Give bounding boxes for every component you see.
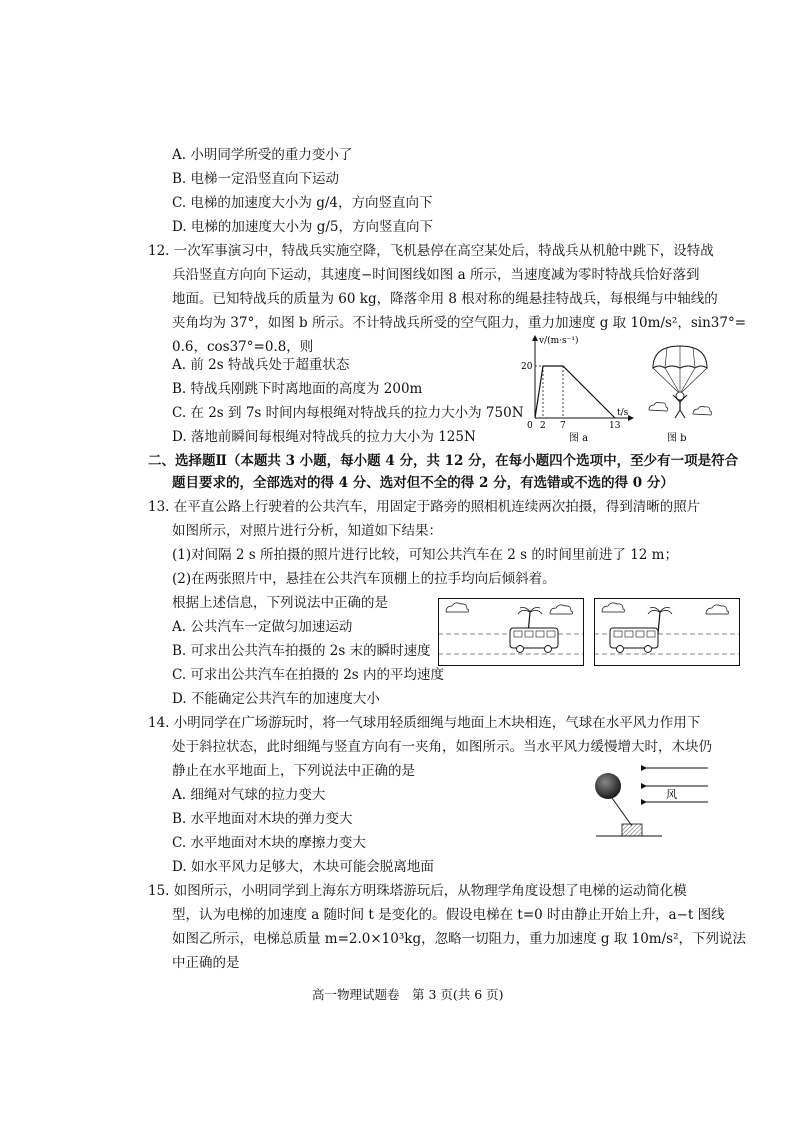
q15-stem-line: 中正确的是 [172,955,240,971]
x-axis-label: t/s [617,408,629,418]
wooden-block-icon [622,824,642,836]
x-tick-7: 7 [560,421,566,431]
q11-option-c: C. 电梯的加速度大小为 g/4，方向竖直向下 [172,195,433,211]
q15-stem-line: 型，认为电梯的加速度 a 随时间 t 是变化的。假设电梯在 t=0 时由静止开始上升，a−t 图线 [172,907,725,923]
q12-stem-line: 夹角均为 37°，如图 b 所示。不计特战兵所受的空气阻力，重力加速度 g 取 10m/s²，sin37°= [172,315,747,331]
x-tick-0: 0 [527,421,533,431]
q11-option-d: D. 电梯的加速度大小为 g/5，方向竖直向下 [172,219,433,235]
q14-option-b: B. 水平地面对木块的弹力变大 [172,811,353,827]
q13-stem-line: (1)对间隔 2 s 所拍摄的照片进行比较，可知公共汽车在 2 s 的时间里前进了 12 m； [172,547,678,563]
x-tick-13: 13 [609,421,621,431]
q13-bus-photo-2 [594,598,740,666]
q14-stem-line: 静止在水平地面上，下列说法中正确的是 [172,763,415,779]
string [612,798,632,826]
section-2-line: 二、选择题Ⅱ（本题共 3 小题，每小题 4 分，共 12 分，在每小题四个选项中，至少有一项是符合 [148,453,739,469]
q11-option-b: B. 电梯一定沿竖直向下运动 [172,171,340,187]
q14-balloon-figure [584,758,714,848]
cloud-icon [649,402,668,411]
figure-a-caption: 图 a [569,433,589,444]
q12-option-c: C. 在 2s 到 7s 时间内每根绳对特战兵的拉力大小为 750N [172,405,524,421]
wind-label: 风 [666,788,677,801]
q13-option-b: B. 可求出公共汽车拍摄的 2s 末的瞬时速度 [172,643,431,659]
page-footer: 高一物理试题卷 第 3 页(共 6 页) [312,987,504,1002]
q11-option-a: A. 小明同学所受的重力变小了 [172,147,353,163]
q12-figure-a-vt-graph [505,330,645,445]
q15-stem-line: 15. 如图所示，小明同学到上海东方明珠塔游玩后，从物理学角度设想了电梯的运动简化模 [148,883,687,899]
q13-stem-line: 如图所示，对照片进行分析，知道如下结果： [172,523,442,539]
q14-stem-line: 处于斜拉状态，此时细绳与竖直方向有一夹角，如图所示。当水平风力缓慢增大时，木块仍 [172,739,712,755]
q12-stem-line: 12. 一次军事演习中，特战兵实施空降，飞机悬停在高空某处后，特战兵从机舱中跳下，设特战 [148,243,714,259]
q13-option-c: C. 可求出公共汽车在拍摄的 2s 内的平均速度 [172,667,445,683]
q12-stem-line: 兵沿竖直方向向下运动，其速度−时间图线如图 a 所示，当速度减为零时特战兵恰好落到 [172,267,700,283]
q14-option-a: A. 细绳对气球的拉力变大 [172,787,326,803]
balloon-icon [595,773,621,799]
section-2-line: 题目要求的，全部选对的得 4 分、选对但不全的得 2 分，有选错或不选的得 0 分） [172,475,674,491]
q13-bus-photo-1 [438,598,584,666]
q14-stem-line: 14. 小明同学在广场游玩时，将一气球用轻质细绳与地面上木块相连，气球在水平风力作用下 [148,715,701,731]
q13-option-a: A. 公共汽车一定做匀加速运动 [172,619,353,635]
q13-option-d: D. 不能确定公共汽车的加速度大小 [172,691,380,707]
figure-b-caption: 图 b [667,433,687,444]
q15-stem-line: 如图乙所示，电梯总质量 m=2.0×10³kg，忽略一切阻力，重力加速度 g 取 10m/s²，下列说法 [172,931,746,947]
y-axis-label: v/(m·s⁻¹) [539,336,579,346]
q12-option-b: B. 特战兵刚跳下时离地面的高度为 200m [172,381,423,397]
q13-stem-line: (2)在两张照片中，悬挂在公共汽车顶棚上的拉手均向后倾斜着。 [172,571,556,587]
q14-option-c: C. 水平地面对木块的摩擦力变大 [172,835,366,851]
paratrooper-icon [673,392,687,418]
q13-stem-line: 13. 在平直公路上行驶着的公共汽车，用固定于路旁的照相机连续两次拍摄，得到清晰的照片 [148,499,701,515]
q14-option-d: D. 如水平风力足够大，木块可能会脱离地面 [172,859,434,875]
q12-figure-b-parachute [645,340,715,445]
q12-option-a: A. 前 2s 特战兵处于超重状态 [172,357,350,373]
q12-option-d: D. 落地前瞬间每根绳对特战兵的拉力大小为 125N [172,429,476,445]
q13-stem-line: 根据上述信息，下列说法中正确的是 [172,595,388,611]
y-tick-20: 20 [521,362,533,372]
x-tick-2: 2 [540,421,546,431]
velocity-curve [535,366,615,418]
q12-stem-line: 地面。已知特战兵的质量为 60 kg，降落伞用 8 根对称的绳悬挂特战兵，每根绳与中轴线的 [172,291,718,307]
cloud-icon [693,406,712,415]
q12-stem-line: 0.6，cos37°=0.8，则 [172,339,314,355]
